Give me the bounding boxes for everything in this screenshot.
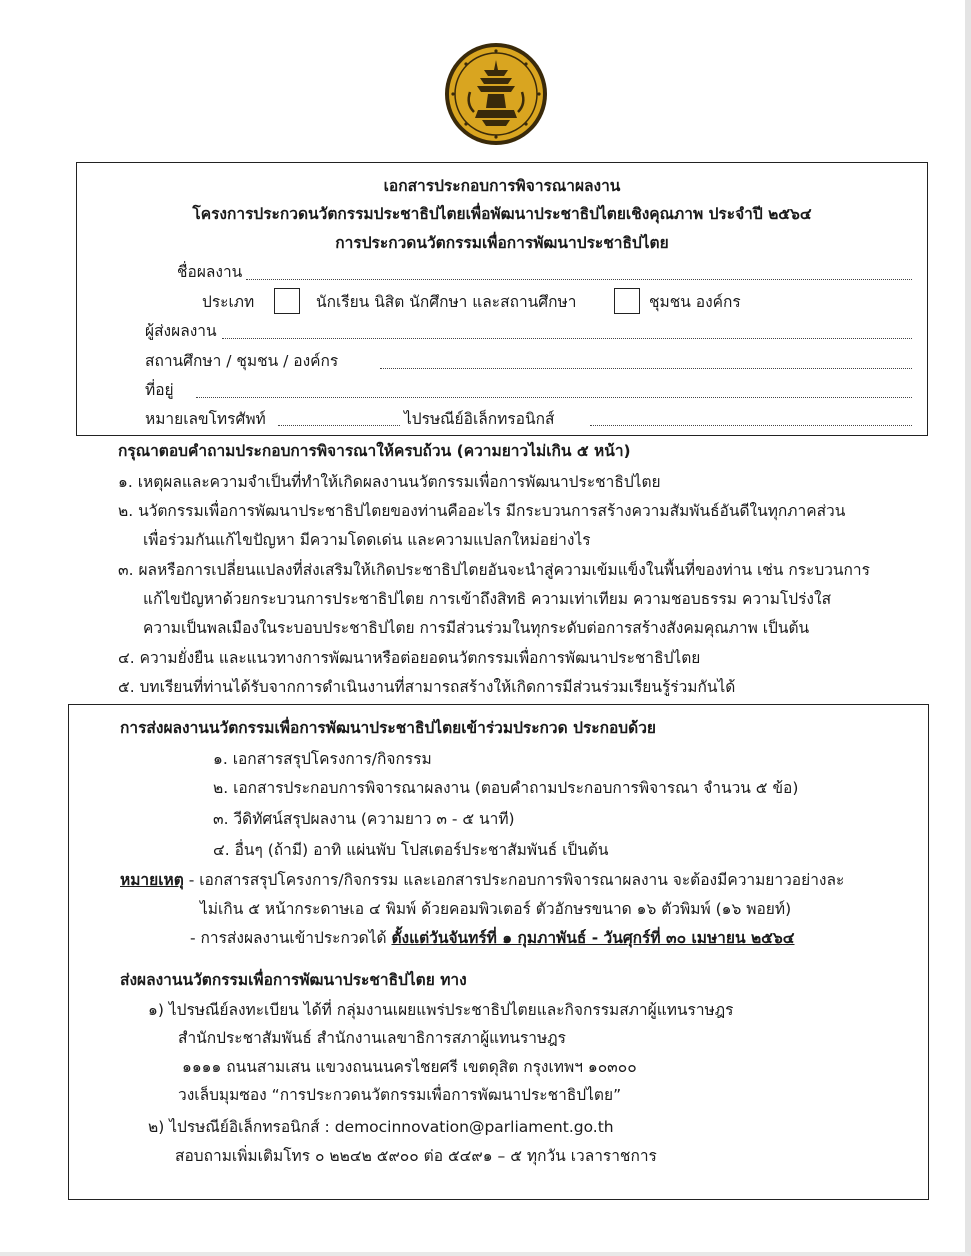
question-1: ๑. เหตุผลและความจำเป็นที่ทำให้เกิดผลงานนวัตกรรมเพื่อการพัฒนาประชาธิปไตย bbox=[118, 473, 661, 491]
note-deadline-prefix: - การส่งผลงานเข้าประกวดได้ bbox=[190, 929, 392, 947]
mail-line-2: สำนักประชาสัมพันธ์ สำนักงานเลขาธิการสภาผู้แทนราษฎร bbox=[178, 1029, 566, 1047]
phone-field[interactable] bbox=[278, 425, 400, 426]
submission-item-2: ๒. เอกสารประกอบการพิจารณาผลงาน (ตอบคำถามประกอบการพิจารณา จำนวน ๕ ข้อ) bbox=[213, 779, 799, 797]
mail-line-4: วงเล็บมุมซอง “การประกวดนวัตกรรมเพื่อการพัฒนาประชาธิปไตย” bbox=[178, 1086, 622, 1104]
question-3-line-1: ๓. ผลหรือการเปลี่ยนแปลงที่ส่งเสริมให้เกิดประชาธิปไตยอันจะนำสู่ความเข้มแข็งในพื้นที่ของท่าน เช่น กระบวนการ bbox=[118, 561, 870, 579]
mail-line-1: ๑) ไปรษณีย์ลงทะเบียน ได้ที่ กลุ่มงานเผยแพร่ประชาธิปไตยและกิจกรรมสภาผู้แทนราษฎร bbox=[148, 1001, 734, 1019]
type-option-1-label: นักเรียน นิสิต นักศึกษา และสถานศึกษา bbox=[316, 293, 577, 311]
institution-field[interactable] bbox=[380, 368, 912, 369]
email-field[interactable] bbox=[590, 425, 912, 426]
institution-label: สถานศึกษา / ชุมชน / องค์กร bbox=[145, 352, 339, 370]
email-line[interactable]: ๒) ไปรษณีย์อิเล็กทรอนิกส์ : democinnovation@parliament.go.th bbox=[148, 1118, 614, 1136]
form-heading-2: โครงการประกวดนวัตกรรมประชาธิปไตยเพื่อพัฒนาประชาธิปไตยเชิงคุณภาพ ประจำปี ๒๕๖๔ bbox=[192, 205, 812, 223]
type-option-2-label: ชุมชน องค์กร bbox=[649, 293, 741, 311]
question-4: ๔. ความยั่งยืน และแนวทางการพัฒนาหรือต่อยอดนวัตกรรมเพื่อการพัฒนาประชาธิปไตย bbox=[118, 649, 701, 667]
question-2-line-2: เพื่อร่วมกันแก้ไขปัญหา มีความโดดเด่น และความแปลกใหม่อย่างไร bbox=[143, 531, 591, 549]
email-label: ไปรษณีย์อิเล็กทรอนิกส์ bbox=[404, 410, 555, 428]
submission-heading: การส่งผลงานนวัตกรรมเพื่อการพัฒนาประชาธิปไตยเข้าร่วมประกวด ประกอบด้วย bbox=[120, 719, 656, 737]
contact-line: สอบถามเพิ่มเติมโทร ๐ ๒๒๔๒ ๕๙๐๐ ต่อ ๕๔๙๑ – ๕ ทุกวัน เวลาราชการ bbox=[175, 1147, 657, 1165]
note-label: หมายเหตุ bbox=[120, 871, 184, 889]
type-label: ประเภท bbox=[202, 293, 255, 311]
form-heading-1: เอกสารประกอบการพิจารณาผลงาน bbox=[383, 177, 621, 195]
send-heading: ส่งผลงานนวัตกรรมเพื่อการพัฒนาประชาธิปไตย ทาง bbox=[120, 971, 467, 989]
note-line-3 bbox=[190, 928, 794, 948]
mail-line-3: ๑๑๑๑ ถนนสามเสน แขวงถนนนครไชยศรี เขตดุสิต กรุงเทพฯ ๑๐๓๐๐ bbox=[182, 1058, 637, 1076]
note-line-1 bbox=[120, 870, 844, 890]
submission-item-1: ๑. เอกสารสรุปโครงการ/กิจกรรม bbox=[213, 750, 432, 768]
type-option-1-checkbox[interactable] bbox=[274, 288, 300, 314]
type-option-2-checkbox[interactable] bbox=[614, 288, 640, 314]
parliament-seal-icon bbox=[444, 42, 548, 146]
question-3-line-2: แก้ไขปัญหาด้วยกระบวนการประชาธิปไตย การเข้าถึงสิทธิ ความเท่าเทียม ความชอบธรรม ความโปร่งใส bbox=[143, 590, 832, 608]
work-name-label: ชื่อผลงาน bbox=[177, 263, 243, 281]
note-deadline-dates: ตั้งแต่วันจันทร์ที่ ๑ กุมภาพันธ์ - วันศุกร์ที่ ๓๐ เมษายน ๒๕๖๔ bbox=[391, 929, 795, 947]
question-3-line-3: ความเป็นพลเมืองในระบอบประชาธิปไตย การมีส่วนร่วมในทุกระดับต่อการสร้างสังคมคุณภาพ เป็นต้น bbox=[143, 619, 810, 637]
submitter-field[interactable] bbox=[222, 338, 912, 339]
work-name-field[interactable] bbox=[246, 279, 912, 280]
questions-intro: กรุณาตอบคำถามประกอบการพิจารณาให้ครบถ้วน (ความยาวไม่เกิน ๕ หน้า) bbox=[118, 442, 631, 460]
address-label: ที่อยู่ bbox=[145, 381, 174, 399]
question-5: ๕. บทเรียนที่ท่านได้รับจากการดำเนินงานที่สามารถสร้างให้เกิดการมีส่วนร่วมเรียนรู้ร่วมกันได้ bbox=[118, 678, 736, 696]
form-heading-3: การประกวดนวัตกรรมเพื่อการพัฒนาประชาธิปไตย bbox=[335, 234, 669, 252]
address-field[interactable] bbox=[196, 397, 912, 398]
phone-label: หมายเลขโทรศัพท์ bbox=[145, 410, 266, 428]
submitter-label: ผู้ส่งผลงาน bbox=[145, 322, 217, 340]
submission-item-3: ๓. วีดิทัศน์สรุปผลงาน (ความยาว ๓ - ๕ นาที) bbox=[213, 810, 515, 828]
question-2-line-1: ๒. นวัตกรรมเพื่อการพัฒนาประชาธิปไตยของท่านคืออะไร มีกระบวนการสร้างความสัมพันธ์อันดีในทุกภาคส่วน bbox=[118, 502, 846, 520]
note-line-2: ไม่เกิน ๕ หน้ากระดาษเอ ๔ พิมพ์ ด้วยคอมพิวเตอร์ ตัวอักษรขนาด ๑๖ ตัวพิมพ์ (๑๖ พอยท์) bbox=[200, 900, 792, 918]
submission-item-4: ๔. อื่นๆ (ถ้ามี) อาทิ แผ่นพับ โปสเตอร์ประชาสัมพันธ์ เป็นต้น bbox=[213, 841, 609, 859]
note-text-1: - เอกสารสรุปโครงการ/กิจกรรม และเอกสารประกอบการพิจารณาผลงาน จะต้องมีความยาวอย่างละ bbox=[183, 871, 845, 889]
